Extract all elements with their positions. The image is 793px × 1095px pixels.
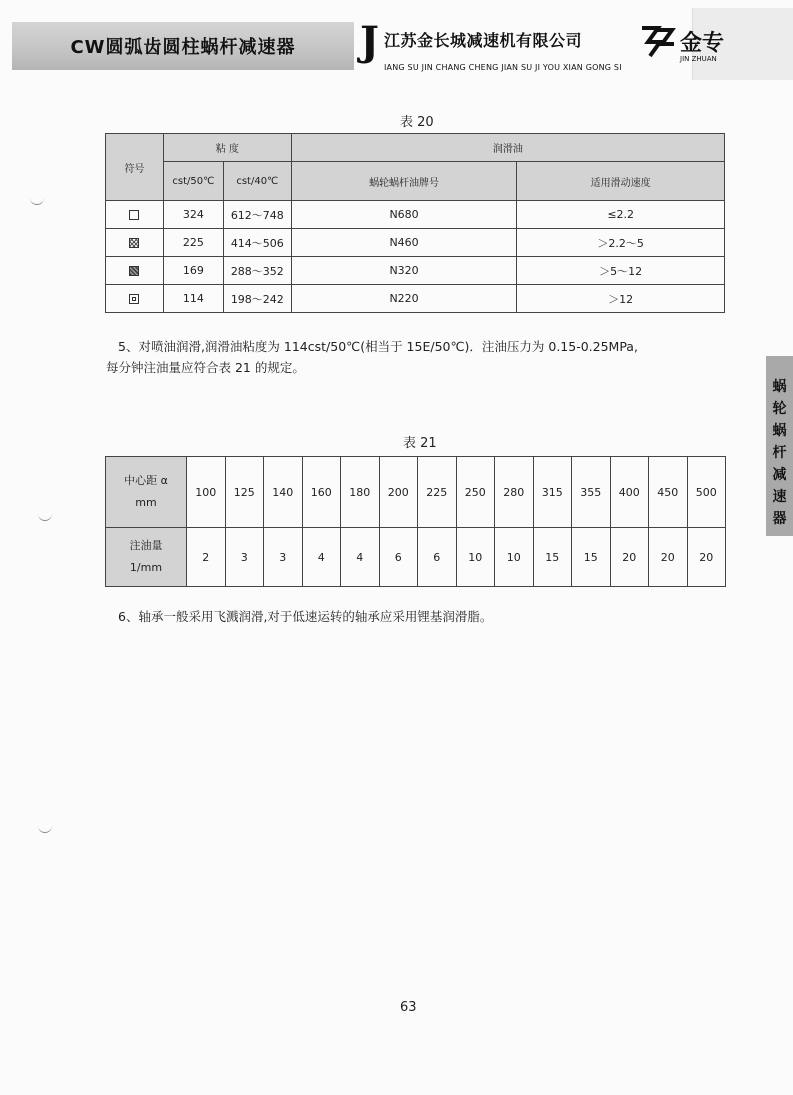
table21-label-line: 注油量 [129,539,163,552]
table20-header-symbol: 符号 [106,134,164,201]
table21-cell: 450 [649,457,688,528]
paragraph-5-line2: 每分钟注油量应符合表 21 的规定。 [106,360,305,375]
table20-caption: 表 20 [400,115,434,130]
table21-cell: 500 [687,457,726,528]
table-row [106,229,725,257]
company-name: 江苏金长城减速机有限公司 [384,31,583,50]
binding-hole-mark [38,824,52,833]
table20-cell: 114 [163,285,223,313]
table21-caption: 表 21 [403,436,437,451]
table21-cell: 315 [533,457,572,528]
table20-cell: 612～748 [223,201,291,229]
table20-header-viscosity: 粘 度 [163,134,291,162]
table-row [106,528,726,587]
table20-header-visc50: cst/50℃ [163,162,223,201]
table21-row-label-center-distance [106,457,187,528]
table21-label-line: mm [135,496,157,509]
table21-cell: 250 [456,457,495,528]
table21-cell: 15 [533,528,572,587]
table21-cell: 20 [610,528,649,587]
table21-cell: 4 [341,528,380,587]
table21-cell: 140 [264,457,303,528]
table21-label-line: 1/mm [129,561,163,574]
table20-header-lube-oil: 润滑油 [291,134,724,162]
side-tab-char: 杆 [772,445,787,461]
table21-cell: 280 [495,457,534,528]
table21-cell: 225 [418,457,457,528]
table21-cell: 6 [418,528,457,587]
table21-cell: 10 [456,528,495,587]
table-row [106,285,725,313]
table21-cell: 15 [572,528,611,587]
table20-cell: N680 [291,201,517,229]
company-initial: J [360,18,379,65]
table21-cell: 2 [187,528,226,587]
table20-symbol [106,285,164,313]
side-tab-char: 蜗 [772,423,787,439]
table21-cell: 20 [687,528,726,587]
dotted-square-icon [129,294,139,304]
table21-cell: 180 [341,457,380,528]
table21-cell: 3 [225,528,264,587]
table21-cell: 20 [649,528,688,587]
table21-row-label-oil-amount [106,528,187,587]
table21-cell: 4 [302,528,341,587]
table20-cell: 324 [163,201,223,229]
table20-lubricant [105,133,725,313]
table21-cell: 6 [379,528,418,587]
product-title-banner [12,22,354,70]
table21-oil-injection [105,456,726,587]
table20-cell: N220 [291,285,517,313]
table-row [106,201,725,229]
page-number: 63 [400,1000,417,1015]
side-tab-char: 速 [772,489,787,505]
brand-name: 金专 [680,31,725,56]
table-row [106,457,726,528]
table21-cell: 10 [495,528,534,587]
table21-cell: 160 [302,457,341,528]
table20-cell: 414～506 [223,229,291,257]
table20-cell: ＞2.2～5 [517,229,725,257]
table21-cell: 100 [187,457,226,528]
crosshatch-square-icon [129,238,139,248]
table20-cell: ＞5～12 [517,257,725,285]
company-pinyin: IANG SU JIN CHANG CHENG JIAN SU JI YOU XIAN GONG SI [384,63,622,72]
table21-cell: 400 [610,457,649,528]
binding-hole-mark [38,512,52,521]
table20-symbol [106,229,164,257]
side-tab-char: 轮 [772,401,787,417]
side-tab-char: 蜗 [772,379,787,395]
table20-header-speed: 适用滑动速度 [517,162,725,201]
table20-cell: ≤2.2 [517,201,725,229]
brand-logo-icon [638,22,678,60]
table-row [106,257,725,285]
side-tab-char: 器 [772,511,787,527]
side-tab-char: 减 [772,467,787,483]
table21-cell: 355 [572,457,611,528]
paragraph-5-line1: 5、对喷油润滑,润滑油粘度为 114cst/50℃(相当于 15E/50℃)．注油压力为 0.15-0.25MPa, [118,339,638,354]
table20-cell: ＞12 [517,285,725,313]
table20-header-visc40: cst/40℃ [223,162,291,201]
table20-header-brand: 蜗轮蜗杆油牌号 [291,162,517,201]
brand-pinyin: JIN ZHUAN [680,55,717,63]
paragraph-6: 6、轴承一般采用飞溅润滑,对于低速运转的轴承应采用锂基润滑脂。 [118,609,493,624]
table20-cell: 198～242 [223,285,291,313]
table21-label-line: 中心距 α [124,474,168,487]
empty-square-icon [129,210,139,220]
table20-cell: N320 [291,257,517,285]
section-side-tab [766,356,793,536]
table20-cell: 225 [163,229,223,257]
product-title: CW圆弧齿圆柱蜗杆减速器 [70,37,296,58]
table21-cell: 125 [225,457,264,528]
binding-hole-mark [30,196,44,205]
table21-cell: 200 [379,457,418,528]
table20-symbol [106,257,164,285]
table21-cell: 3 [264,528,303,587]
table20-cell: 169 [163,257,223,285]
table20-symbol [106,201,164,229]
filled-square-icon [129,266,139,276]
table20-cell: 288～352 [223,257,291,285]
table20-cell: N460 [291,229,517,257]
